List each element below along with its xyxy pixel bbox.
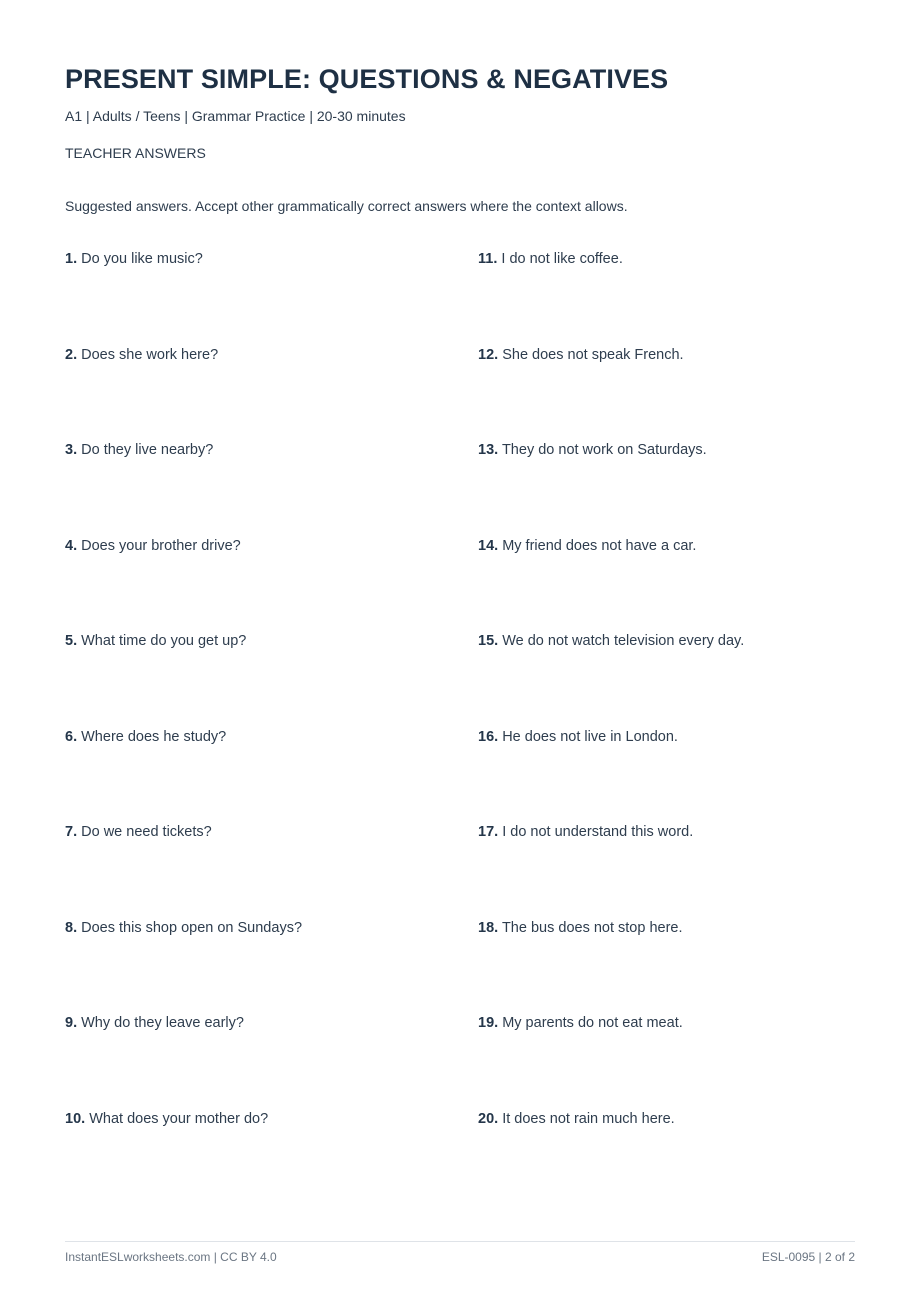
footer-credit: InstantESLworksheets.com | CC BY 4.0 bbox=[65, 1250, 277, 1264]
answer-text: Does your brother drive? bbox=[81, 537, 241, 554]
answer-number: 6. bbox=[65, 728, 78, 745]
answers-column-left bbox=[65, 250, 302, 1205]
answer-number: 2. bbox=[65, 346, 78, 363]
answer-item bbox=[478, 632, 744, 728]
answer-text: She does not speak French. bbox=[502, 346, 684, 363]
answer-item bbox=[478, 728, 744, 824]
answer-item bbox=[65, 441, 302, 537]
answer-number: 11. bbox=[478, 251, 498, 267]
answer-text: I do not understand this word. bbox=[502, 824, 694, 840]
answer-number: 9. bbox=[65, 1015, 78, 1031]
answer-text: He does not live in London. bbox=[502, 728, 678, 745]
answer-number: 17. bbox=[478, 824, 499, 840]
answer-item bbox=[65, 346, 302, 442]
answer-text: Where does he study? bbox=[81, 728, 227, 745]
answer-item bbox=[65, 1110, 302, 1206]
answer-text: I do not like coffee. bbox=[501, 251, 623, 267]
answer-item bbox=[478, 1014, 744, 1110]
answer-number: 19. bbox=[478, 1015, 499, 1031]
answer-text: It does not rain much here. bbox=[502, 1110, 675, 1127]
answer-item bbox=[478, 250, 744, 346]
answer-number: 8. bbox=[65, 919, 78, 936]
answer-item bbox=[65, 537, 302, 633]
answer-text: Why do they leave early? bbox=[81, 1015, 244, 1031]
answer-number: 14. bbox=[478, 537, 499, 554]
answer-number: 3. bbox=[65, 442, 78, 458]
instructions-note: Suggested answers. Accept other grammatically correct answers where the context allows. bbox=[65, 198, 628, 214]
answer-number: 1. bbox=[65, 251, 78, 267]
footer-page-number: ESL-0095 | 2 of 2 bbox=[761, 1250, 855, 1264]
answer-text: What does your mother do? bbox=[89, 1110, 269, 1127]
answer-text: We do not watch television every day. bbox=[502, 633, 745, 649]
answer-text: Do they live nearby? bbox=[81, 442, 214, 458]
section-heading: TEACHER ANSWERS bbox=[65, 145, 206, 161]
answer-number: 13. bbox=[478, 442, 499, 458]
answer-item bbox=[478, 823, 744, 919]
answer-text: Do you like music? bbox=[81, 251, 203, 267]
answer-number: 12. bbox=[478, 346, 499, 363]
answer-item bbox=[478, 1110, 744, 1206]
answer-number: 5. bbox=[65, 633, 78, 649]
answer-number: 4. bbox=[65, 537, 78, 554]
answer-item bbox=[478, 441, 744, 537]
answer-text: What time do you get up? bbox=[81, 633, 247, 649]
answer-item bbox=[65, 728, 302, 824]
answer-item bbox=[478, 537, 744, 633]
answer-item bbox=[65, 823, 302, 919]
answer-item bbox=[65, 632, 302, 728]
answer-item bbox=[65, 1014, 302, 1110]
answer-text: The bus does not stop here. bbox=[501, 919, 683, 936]
answer-text: My friend does not have a car. bbox=[502, 537, 697, 554]
answer-number: 18. bbox=[478, 919, 499, 936]
page-title: PRESENT SIMPLE: QUESTIONS & NEGATIVES bbox=[65, 64, 669, 94]
worksheet-meta: A1 | Adults / Teens | Grammar Practice | 20-30 minutes bbox=[65, 108, 406, 124]
answer-number: 16. bbox=[478, 728, 499, 745]
footer-divider bbox=[65, 1241, 855, 1242]
answer-item bbox=[65, 919, 302, 1015]
answer-number: 10. bbox=[65, 1110, 86, 1127]
answer-item bbox=[65, 250, 302, 346]
answer-text: They do not work on Saturdays. bbox=[501, 442, 707, 458]
answer-number: 7. bbox=[65, 824, 78, 840]
answer-text: Does she work here? bbox=[81, 346, 219, 363]
answer-text: Do we need tickets? bbox=[81, 824, 212, 840]
answer-text: Does this shop open on Sundays? bbox=[81, 919, 303, 936]
answer-number: 15. bbox=[478, 633, 499, 649]
answer-text: My parents do not eat meat. bbox=[502, 1015, 683, 1031]
answer-item bbox=[478, 346, 744, 442]
answer-number: 20. bbox=[478, 1110, 499, 1127]
worksheet-page bbox=[65, 0, 855, 1300]
answer-item bbox=[478, 919, 744, 1015]
answers-column-right bbox=[478, 250, 744, 1205]
